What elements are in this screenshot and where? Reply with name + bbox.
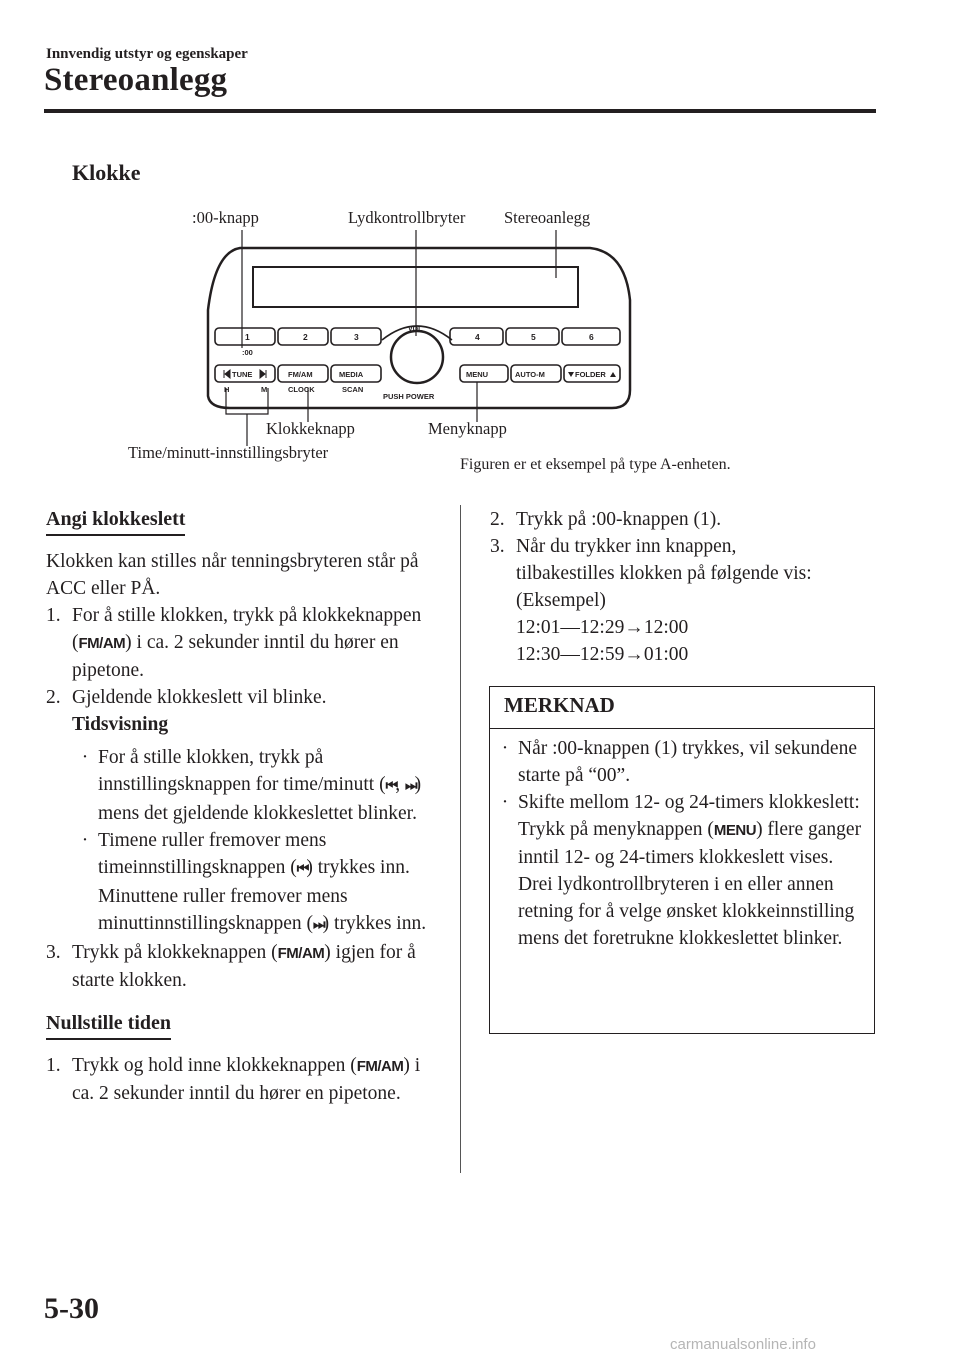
step-2 bbox=[46, 684, 446, 711]
label-zero: :00 bbox=[242, 348, 253, 357]
next-track-icon: ⏭ bbox=[404, 778, 415, 794]
right-step-3 bbox=[490, 533, 880, 668]
stereo-diagram bbox=[120, 200, 820, 500]
bullet-2-text-a: Timene ruller fremover mens timeinnstillingsknappen ( bbox=[98, 830, 327, 878]
page-title: Stereoanlegg bbox=[44, 62, 228, 98]
bullet-1-text bbox=[98, 744, 446, 827]
label-vol: VOL bbox=[408, 326, 423, 333]
tidsvisning-label: Tidsvisning bbox=[72, 714, 169, 735]
bullet-2-text-b: ) trykkes inn. Minuttene ruller fremover mens minuttinnstillingsknappen ( bbox=[98, 857, 410, 934]
step-2-text: Gjeldende klokkeslett vil blinke. bbox=[72, 687, 327, 708]
step-3-text-a: Trykk på klokkeknappen ( bbox=[72, 942, 278, 963]
step-1 bbox=[46, 602, 446, 684]
right-step-3-line1: Når du trykker inn knappen, bbox=[516, 536, 737, 557]
step-1-text-a: For å stille klokken, trykk på klokkeknappen ( bbox=[72, 605, 422, 653]
right-step-3-line5: 12:30―12:59→01:00 bbox=[516, 644, 689, 665]
heading-reset-time: Nullstille tiden bbox=[46, 1010, 171, 1040]
right-step-2-number: 2. bbox=[490, 509, 505, 530]
note-bullet-2-text bbox=[518, 789, 866, 952]
next-track-icon: ⏭ bbox=[313, 917, 323, 933]
right-step-3-line3: (Eksempel) bbox=[516, 590, 606, 611]
column-divider bbox=[460, 505, 461, 1173]
label-clock: CLOCK bbox=[288, 385, 315, 394]
label-m: M bbox=[261, 385, 268, 394]
step-3-text bbox=[72, 939, 446, 994]
step-3-number: 3. bbox=[46, 942, 61, 963]
note-bullet-2 bbox=[492, 789, 866, 952]
title-rule bbox=[44, 109, 876, 113]
volume-knob bbox=[391, 331, 443, 383]
prev-track-icon: ⏮ bbox=[296, 861, 307, 877]
callout-stereo: Stereoanlegg bbox=[504, 208, 591, 227]
right-step-2-text: Trykk på :00-knappen (1). bbox=[516, 509, 722, 530]
bullet-dot: · bbox=[81, 830, 89, 851]
reset-step-1 bbox=[46, 1052, 446, 1107]
section-label: Innvendig utstyr og egenskaper bbox=[46, 46, 248, 62]
right-step-3-line2: tilbakestilles klokken på følgende vis: bbox=[516, 563, 812, 584]
right-step-2 bbox=[490, 506, 880, 533]
heading-set-time: Angi klokkeslett bbox=[46, 506, 185, 536]
label-tune: TUNE bbox=[232, 370, 253, 379]
label-preset4: 4 bbox=[475, 332, 480, 342]
callout-volume-switch: Lydkontrollbryter bbox=[348, 208, 466, 227]
reset-step-1-number: 1. bbox=[46, 1055, 61, 1076]
step-3 bbox=[46, 939, 446, 994]
step-3-text-b: ) igjen for å starte klokken. bbox=[72, 942, 416, 991]
label-preset1: 1 bbox=[245, 332, 250, 342]
label-h: H bbox=[224, 385, 230, 394]
label-menu: MENU bbox=[466, 370, 489, 379]
note-box bbox=[489, 686, 875, 1034]
callout-time-switch: Time/minutt-innstillingsbryter bbox=[128, 443, 329, 462]
note-title: MERKNAD bbox=[490, 687, 874, 729]
bullet-1-text-b: ) mens det gjeldende klokkeslettet blinker. bbox=[98, 774, 422, 824]
bullet-2-text-c: ) trykkes inn. bbox=[322, 913, 427, 934]
callout-menu-button: Menyknapp bbox=[428, 419, 507, 438]
figure-caption: Figuren er et eksempel på type A-enheten. bbox=[460, 456, 731, 473]
note-body bbox=[490, 729, 874, 952]
reset-step-1-text-b: ) i ca. 2 sekunder inntil du hører en pipetone. bbox=[72, 1055, 421, 1104]
subsection-title: Klokke bbox=[72, 160, 141, 185]
step-1-text bbox=[72, 602, 446, 684]
reset-step-1-text bbox=[72, 1052, 446, 1107]
bullet-2-text bbox=[98, 827, 446, 939]
fmam-icon: FM/AM bbox=[356, 1058, 404, 1075]
right-step-3-number: 3. bbox=[490, 536, 505, 557]
intro-text: Klokken kan stilles når tenningsbryteren står på ACC eller PÅ. bbox=[46, 551, 419, 599]
bullet-dot: · bbox=[81, 747, 89, 768]
label-fmam: FM/AM bbox=[288, 370, 313, 379]
right-column bbox=[490, 506, 880, 668]
right-step-3-line4: 12:01―12:29→12:00 bbox=[516, 617, 689, 638]
fmam-icon: FM/AM bbox=[78, 635, 126, 652]
callout-zero-button: :00-knapp bbox=[192, 208, 259, 227]
label-preset3: 3 bbox=[354, 332, 359, 342]
note-bullet-2-b1: Trykk på menyknappen ( bbox=[518, 819, 714, 840]
label-folder: FOLDER bbox=[575, 370, 606, 379]
note-bullet-2-line-a: Skifte mellom 12- og 24-timers klokkeslett: bbox=[518, 792, 860, 813]
step-1-number: 1. bbox=[46, 605, 61, 626]
step-2-number: 2. bbox=[46, 687, 61, 708]
note-bullet-2-line-b bbox=[518, 816, 866, 952]
bullet-1-sep: , bbox=[395, 774, 405, 795]
label-autom: AUTO-M bbox=[515, 370, 545, 379]
label-preset2: 2 bbox=[303, 332, 308, 342]
note-bullet-1 bbox=[492, 735, 866, 789]
menu-icon: MENU bbox=[713, 822, 757, 839]
label-media: MEDIA bbox=[339, 370, 364, 379]
reset-step-1-text-a: Trykk og hold inne klokkeknappen ( bbox=[72, 1055, 357, 1076]
note-bullet-1-text: Når :00-knappen (1) trykkes, vil sekundene starte på “00”. bbox=[518, 738, 857, 786]
label-scan: SCAN bbox=[342, 385, 364, 394]
callout-clock-button: Klokkeknapp bbox=[266, 419, 355, 438]
label-preset5: 5 bbox=[531, 332, 536, 342]
bullet-1 bbox=[46, 744, 446, 827]
step-1-text-b: ) i ca. 2 sekunder inntil du hører en pipetone. bbox=[72, 632, 399, 681]
label-preset6: 6 bbox=[589, 332, 594, 342]
bullet-dot: · bbox=[501, 738, 509, 759]
fmam-icon: FM/AM bbox=[277, 945, 325, 962]
left-column bbox=[46, 506, 446, 1107]
bullet-1-text-a: For å stille klokken, trykk på innstillingsknappen for time/minutt ( bbox=[98, 747, 386, 795]
bullet-dot: · bbox=[501, 792, 509, 813]
watermark: carmanualsonline.info bbox=[670, 1336, 816, 1353]
page-number: 5-30 bbox=[44, 1292, 99, 1325]
right-step-3-text bbox=[516, 533, 880, 668]
bullet-2 bbox=[46, 827, 446, 939]
prev-track-icon: ⏮ bbox=[385, 778, 396, 794]
label-push-power: PUSH POWER bbox=[383, 392, 435, 401]
note-bullet-2-b2: ) flere ganger inntil 12- og 24-timers klokkeslett vises. Drei lydkontrollbryteren i en eller annen retning for å velge ønsket klokkeinnstilling mens det foretrukne klokkeslettet blinker. bbox=[518, 819, 862, 949]
